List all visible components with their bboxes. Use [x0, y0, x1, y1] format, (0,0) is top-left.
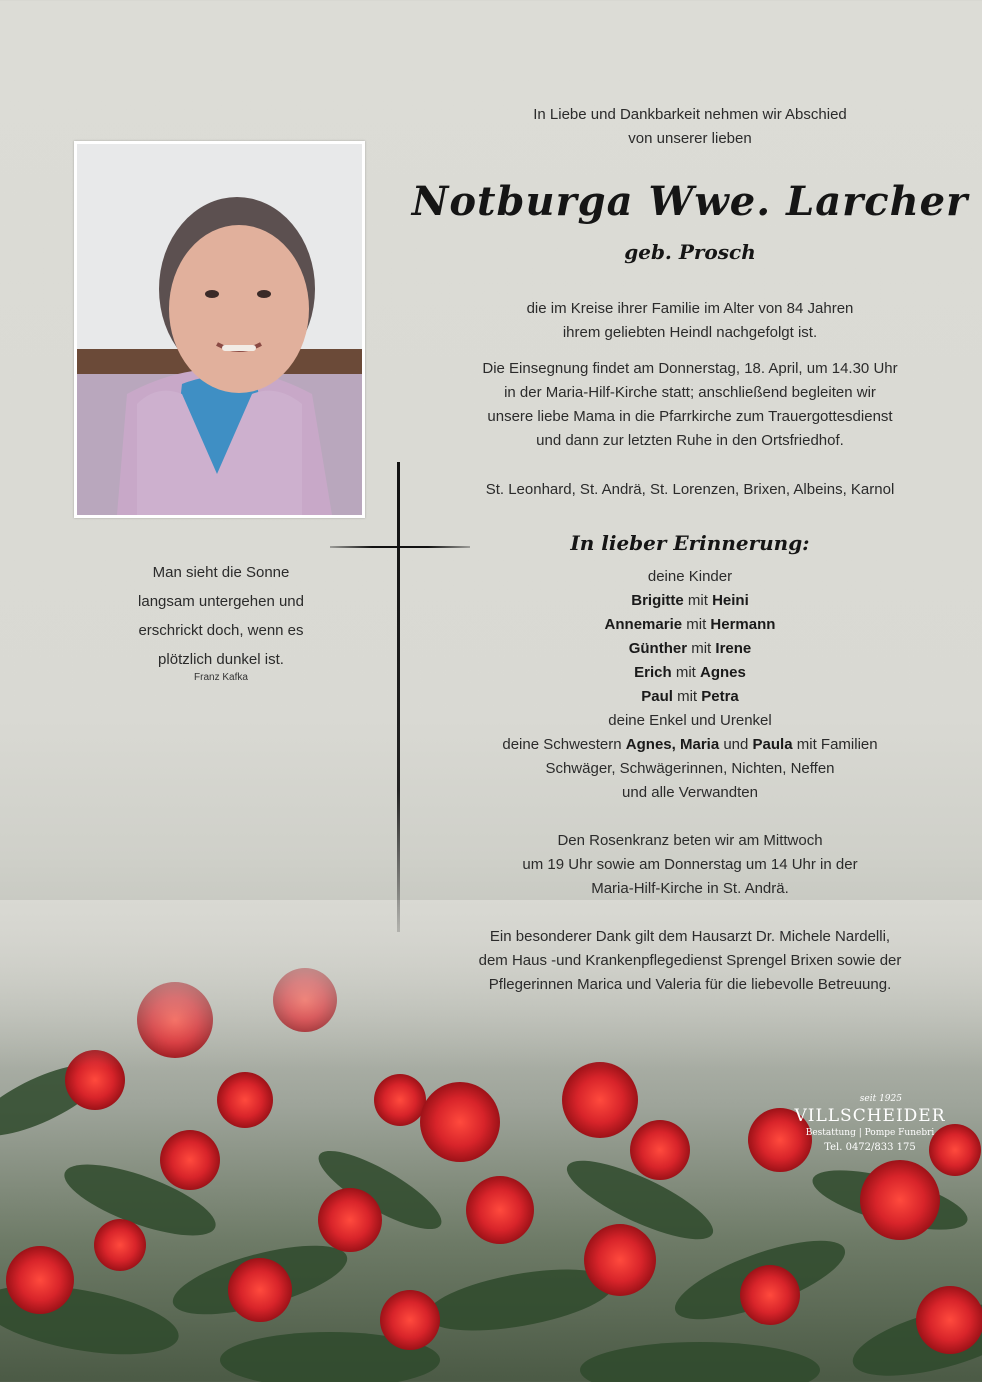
- quote-line-4: plötzlich dunkel ist.: [158, 651, 284, 668]
- funeral-home-logo: [790, 1094, 950, 1153]
- connector: mit: [675, 664, 696, 681]
- age-line-2: ihrem geliebten Heindl nachgefolgt ist.: [562, 324, 818, 341]
- funeral-line-4: und dann zur letzten Ruhe in den Ortsfriedhof.: [536, 432, 844, 449]
- maiden-name: geb. Prosch: [624, 240, 756, 264]
- connector: und: [723, 736, 749, 753]
- logo-phone: Tel. 0472/833 175: [824, 1142, 916, 1153]
- child-name: Brigitte: [631, 592, 684, 609]
- family-list: [430, 565, 950, 805]
- child-name: Paul: [641, 688, 673, 705]
- funeral-line-2: in der Maria-Hilf-Kirche statt; anschließend begleiten wir: [504, 384, 876, 401]
- age-paragraph: [430, 297, 950, 345]
- connector: mit: [691, 640, 712, 657]
- logo-since: seit 1925: [859, 1094, 902, 1104]
- quote-line-1: Man sieht die Sonne: [152, 564, 290, 581]
- memory-title: In lieber Erinnerung:: [570, 531, 810, 555]
- deceased-name: Notburga Wwe. Larcher: [411, 178, 969, 225]
- sisters-prefix: deine Schwestern: [502, 736, 622, 753]
- connector: mit: [677, 688, 698, 705]
- sister-name: Maria: [679, 736, 720, 753]
- intro-line-1: In Liebe und Dankbarkeit nehmen wir Abschied: [533, 106, 847, 123]
- child-name: Günther: [628, 640, 688, 657]
- intro-line-2: von unserer lieben: [628, 130, 752, 147]
- partner-name: Petra: [701, 688, 739, 705]
- child-name: Erich: [634, 664, 672, 681]
- partner-name: Irene: [715, 640, 752, 657]
- portrait-image: [77, 144, 362, 515]
- thanks-line-2: dem Haus -und Krankenpflegedienst Sprengel Brixen sowie der: [478, 952, 902, 969]
- places-line: St. Leonhard, St. Andrä, St. Lorenzen, Brixen, Albeins, Karnol: [485, 481, 895, 498]
- sisters-line: [430, 733, 950, 757]
- rosary-line-2: um 19 Uhr sowie am Donnerstag um 14 Uhr in der: [522, 856, 858, 873]
- funeral-paragraph: [430, 357, 950, 453]
- family-pair: [430, 637, 950, 661]
- thanks-paragraph: [430, 925, 950, 997]
- family-pair: [430, 589, 950, 613]
- family-pair: [430, 685, 950, 709]
- quote-line-2: langsam untergehen und: [138, 593, 304, 610]
- family-pair: [430, 661, 950, 685]
- cross-vertical-bar: [397, 462, 400, 932]
- family-pair: [430, 613, 950, 637]
- kafka-quote: [110, 558, 332, 674]
- age-line-1: die im Kreise ihrer Familie im Alter von 84 Jahren: [526, 300, 854, 317]
- intro-text: [430, 103, 950, 151]
- rosary-line-1: Den Rosenkranz beten wir am Mittwoch: [557, 832, 823, 849]
- sister-name: Agnes,: [625, 736, 676, 753]
- funeral-line-1: Die Einsegnung findet am Donnerstag, 18. April, um 14.30 Uhr: [482, 360, 898, 377]
- connector: mit: [686, 616, 707, 633]
- rosary-line-3: Maria-Hilf-Kirche in St. Andrä.: [591, 880, 789, 897]
- logo-subtitle: Bestattung | Pompe Funebri: [805, 1128, 935, 1138]
- thanks-line-1: Ein besonderer Dank gilt dem Hausarzt Dr. Michele Nardelli,: [489, 928, 891, 945]
- connector: mit: [687, 592, 708, 609]
- partner-name: Agnes: [700, 664, 746, 681]
- relatives-line: und alle Verwandten: [622, 784, 758, 801]
- partner-name: Heini: [712, 592, 749, 609]
- quote-line-3: erschrickt doch, wenn es: [138, 622, 304, 639]
- partner-name: Hermann: [710, 616, 776, 633]
- child-name: Annemarie: [604, 616, 683, 633]
- thanks-line-3: Pflegerinnen Marica und Valeria für die liebevolle Betreuung.: [488, 976, 892, 993]
- logo-brand: VILLSCHEIDER: [794, 1106, 946, 1126]
- funeral-line-3: unsere liebe Mama in die Pfarrkirche zum Trauergottesdienst: [487, 408, 893, 425]
- grandchildren-line: deine Enkel und Urenkel: [608, 712, 772, 729]
- quote-author: Franz Kafka: [194, 672, 248, 683]
- children-label: deine Kinder: [647, 568, 733, 585]
- sister-name: Paula: [752, 736, 793, 753]
- portrait-photo: [74, 141, 365, 518]
- inlaws-line: Schwäger, Schwägerinnen, Nichten, Neffen: [545, 760, 835, 777]
- rosary-paragraph: [430, 829, 950, 901]
- sisters-suffix: mit Familien: [796, 736, 878, 753]
